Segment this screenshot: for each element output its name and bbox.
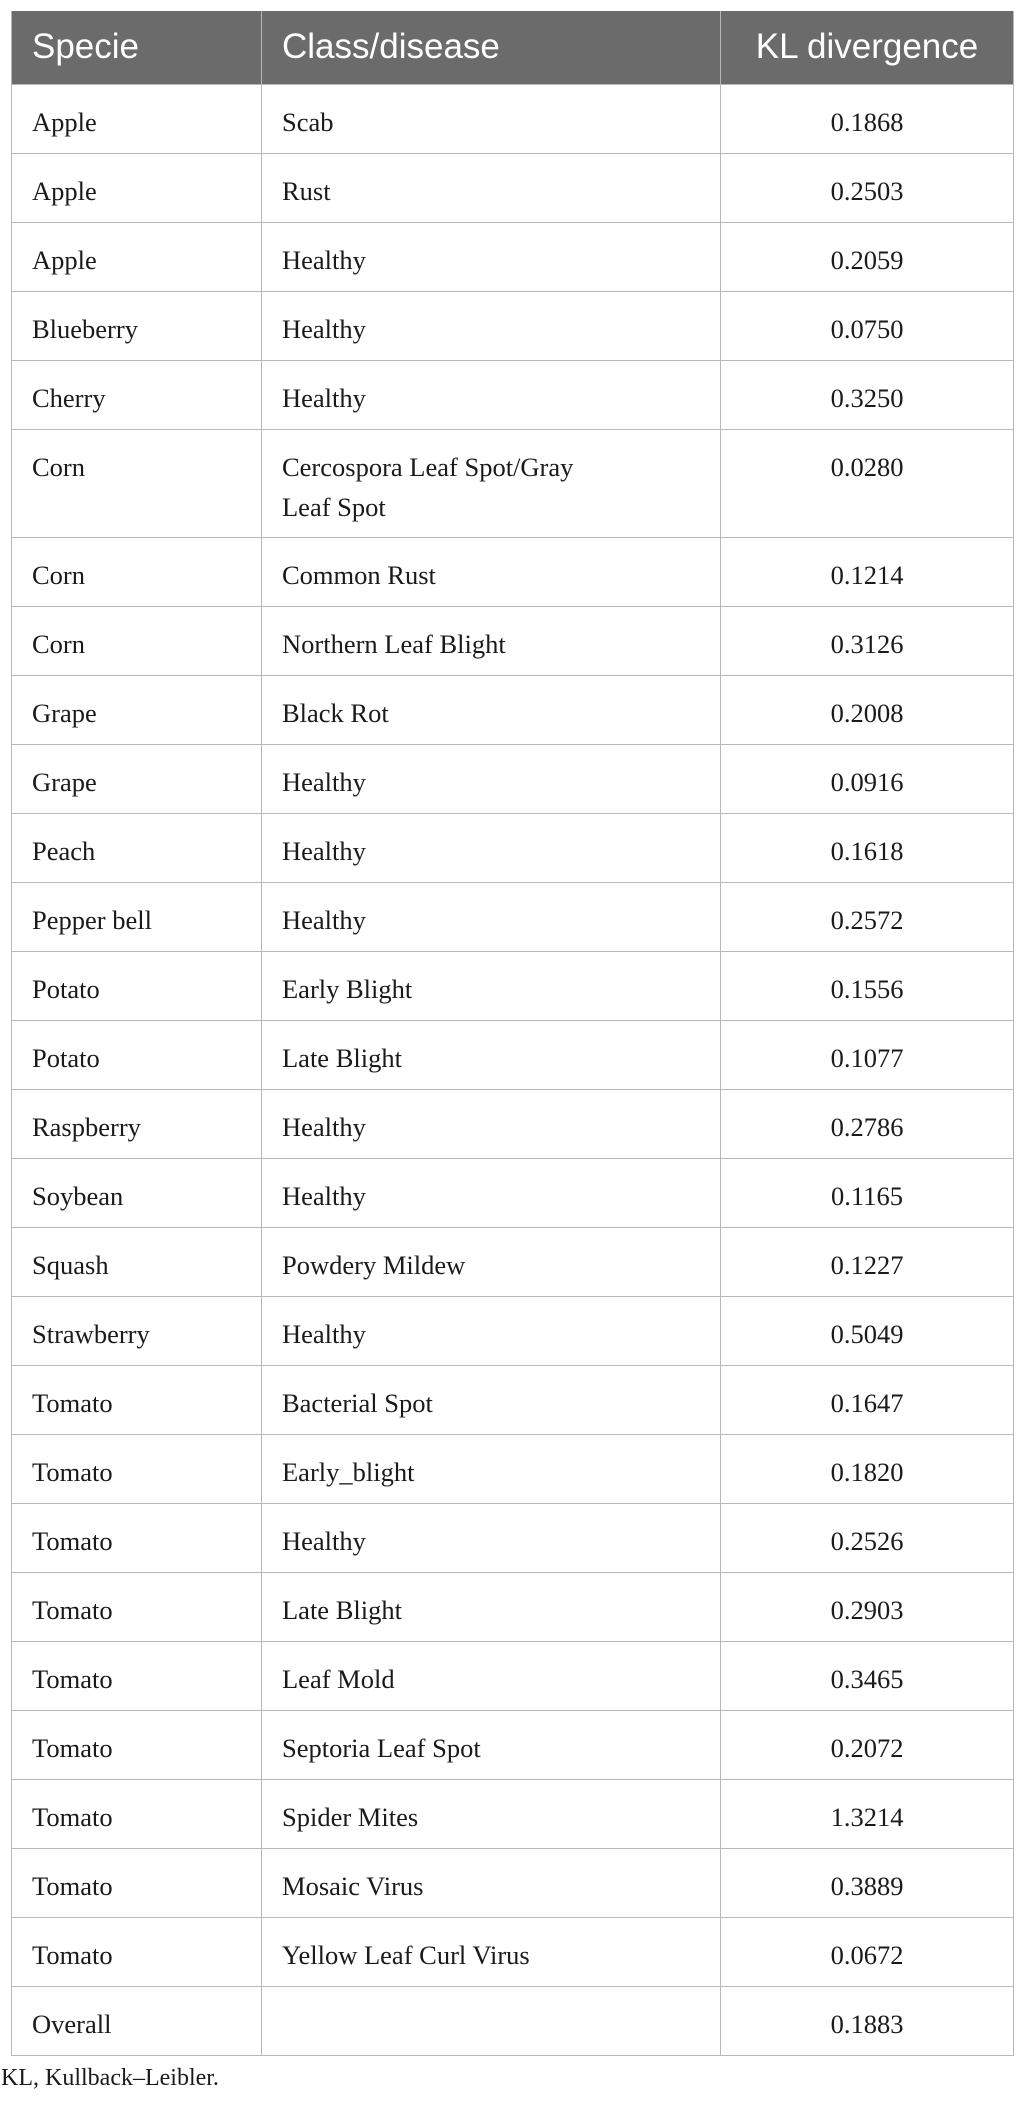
table-row	[12, 606, 1014, 675]
kl-divergence-table	[11, 11, 1014, 2056]
cell-specie: Apple	[12, 153, 262, 222]
cell-class-disease: Early_blight	[262, 1434, 721, 1503]
cell-specie: Pepper bell	[12, 882, 262, 951]
cell-class-disease: Healthy	[262, 1158, 721, 1227]
table-row	[12, 1158, 1014, 1227]
cell-kl-divergence: 0.1165	[721, 1158, 1014, 1227]
kl-divergence-table-container	[11, 11, 1013, 2056]
table-row	[12, 813, 1014, 882]
cell-kl-divergence: 0.3250	[721, 360, 1014, 429]
cell-kl-divergence: 0.1883	[721, 1986, 1014, 2055]
cell-specie: Corn	[12, 537, 262, 606]
table-row	[12, 222, 1014, 291]
table-row	[12, 744, 1014, 813]
cell-kl-divergence: 0.2786	[721, 1089, 1014, 1158]
table-row	[12, 84, 1014, 153]
cell-specie: Tomato	[12, 1848, 262, 1917]
cell-class-disease: Healthy	[262, 882, 721, 951]
cell-kl-divergence: 0.2503	[721, 153, 1014, 222]
cell-kl-divergence: 0.1868	[721, 84, 1014, 153]
cell-specie: Tomato	[12, 1365, 262, 1434]
table-row	[12, 537, 1014, 606]
table-row	[12, 1227, 1014, 1296]
table-row	[12, 1020, 1014, 1089]
cell-class-disease: Healthy	[262, 744, 721, 813]
cell-specie: Tomato	[12, 1917, 262, 1986]
table-row	[12, 1917, 1014, 1986]
table-row	[12, 675, 1014, 744]
cell-specie: Blueberry	[12, 291, 262, 360]
cell-specie: Tomato	[12, 1641, 262, 1710]
cell-specie: Cherry	[12, 360, 262, 429]
header-kl-divergence: KL divergence	[721, 11, 1014, 84]
cell-class-disease: Early Blight	[262, 951, 721, 1020]
cell-kl-divergence: 0.2903	[721, 1572, 1014, 1641]
table-row	[12, 1848, 1014, 1917]
cell-class-disease: Scab	[262, 84, 721, 153]
table-row	[12, 1296, 1014, 1365]
cell-kl-divergence: 0.3889	[721, 1848, 1014, 1917]
cell-kl-divergence: 0.1647	[721, 1365, 1014, 1434]
cell-kl-divergence: 0.1214	[721, 537, 1014, 606]
table-row	[12, 1641, 1014, 1710]
cell-kl-divergence: 0.0280	[721, 429, 1014, 537]
header-specie: Specie	[12, 11, 262, 84]
cell-class-disease: Common Rust	[262, 537, 721, 606]
cell-specie: Grape	[12, 744, 262, 813]
cell-specie: Tomato	[12, 1503, 262, 1572]
cell-class-disease: Healthy	[262, 1503, 721, 1572]
cell-kl-divergence: 0.5049	[721, 1296, 1014, 1365]
cell-class-disease	[262, 1986, 721, 2055]
cell-kl-divergence: 0.3126	[721, 606, 1014, 675]
cell-specie: Raspberry	[12, 1089, 262, 1158]
table-row	[12, 1434, 1014, 1503]
cell-class-disease: Spider Mites	[262, 1779, 721, 1848]
cell-kl-divergence: 0.2072	[721, 1710, 1014, 1779]
cell-kl-divergence: 0.3465	[721, 1641, 1014, 1710]
cell-specie: Tomato	[12, 1779, 262, 1848]
table-row	[12, 951, 1014, 1020]
table-row	[12, 1089, 1014, 1158]
cell-class-disease: Bacterial Spot	[262, 1365, 721, 1434]
cell-kl-divergence: 0.1077	[721, 1020, 1014, 1089]
cell-kl-divergence: 0.2008	[721, 675, 1014, 744]
table-row	[12, 429, 1014, 537]
cell-class-disease: Healthy	[262, 1089, 721, 1158]
cell-class-disease: Septoria Leaf Spot	[262, 1710, 721, 1779]
cell-specie: Overall	[12, 1986, 262, 2055]
cell-kl-divergence: 0.2572	[721, 882, 1014, 951]
cell-kl-divergence: 1.3214	[721, 1779, 1014, 1848]
table-footnote: KL, Kullback–Leibler.	[1, 2065, 219, 2091]
cell-class-disease: Healthy	[262, 360, 721, 429]
cell-class-disease: Healthy	[262, 1296, 721, 1365]
cell-specie: Corn	[12, 429, 262, 537]
cell-class-disease: Cercospora Leaf Spot/Gray Leaf Spot	[262, 429, 721, 537]
cell-class-disease: Late Blight	[262, 1020, 721, 1089]
cell-kl-divergence: 0.1556	[721, 951, 1014, 1020]
cell-class-disease: Northern Leaf Blight	[262, 606, 721, 675]
cell-class-disease: Healthy	[262, 291, 721, 360]
cell-specie: Potato	[12, 1020, 262, 1089]
cell-class-disease: Mosaic Virus	[262, 1848, 721, 1917]
cell-kl-divergence: 0.2526	[721, 1503, 1014, 1572]
cell-specie: Squash	[12, 1227, 262, 1296]
cell-specie: Potato	[12, 951, 262, 1020]
cell-specie: Apple	[12, 84, 262, 153]
table-row	[12, 1779, 1014, 1848]
table-row	[12, 882, 1014, 951]
cell-kl-divergence: 0.0672	[721, 1917, 1014, 1986]
cell-kl-divergence: 0.0916	[721, 744, 1014, 813]
cell-specie: Corn	[12, 606, 262, 675]
table-body	[12, 84, 1014, 2055]
table-header	[12, 11, 1014, 84]
cell-class-disease: Black Rot	[262, 675, 721, 744]
cell-class-disease: Leaf Mold	[262, 1641, 721, 1710]
table-row	[12, 1710, 1014, 1779]
table-row	[12, 291, 1014, 360]
cell-kl-divergence: 0.1227	[721, 1227, 1014, 1296]
cell-class-disease: Late Blight	[262, 1572, 721, 1641]
cell-specie: Soybean	[12, 1158, 262, 1227]
cell-kl-divergence: 0.0750	[721, 291, 1014, 360]
header-class-disease: Class/disease	[262, 11, 721, 84]
cell-specie: Strawberry	[12, 1296, 262, 1365]
cell-class-disease: Rust	[262, 153, 721, 222]
cell-specie: Peach	[12, 813, 262, 882]
cell-specie: Tomato	[12, 1572, 262, 1641]
cell-kl-divergence: 0.2059	[721, 222, 1014, 291]
cell-specie: Tomato	[12, 1710, 262, 1779]
cell-specie: Apple	[12, 222, 262, 291]
table-row	[12, 153, 1014, 222]
cell-specie: Tomato	[12, 1434, 262, 1503]
cell-class-disease: Powdery Mildew	[262, 1227, 721, 1296]
cell-kl-divergence: 0.1618	[721, 813, 1014, 882]
table-row	[12, 360, 1014, 429]
header-row	[12, 11, 1014, 84]
table-row	[12, 1365, 1014, 1434]
table-row	[12, 1503, 1014, 1572]
table-row	[12, 1986, 1014, 2055]
cell-class-disease: Healthy	[262, 813, 721, 882]
cell-class-disease: Healthy	[262, 222, 721, 291]
cell-class-disease: Yellow Leaf Curl Virus	[262, 1917, 721, 1986]
table-row	[12, 1572, 1014, 1641]
cell-kl-divergence: 0.1820	[721, 1434, 1014, 1503]
cell-specie: Grape	[12, 675, 262, 744]
